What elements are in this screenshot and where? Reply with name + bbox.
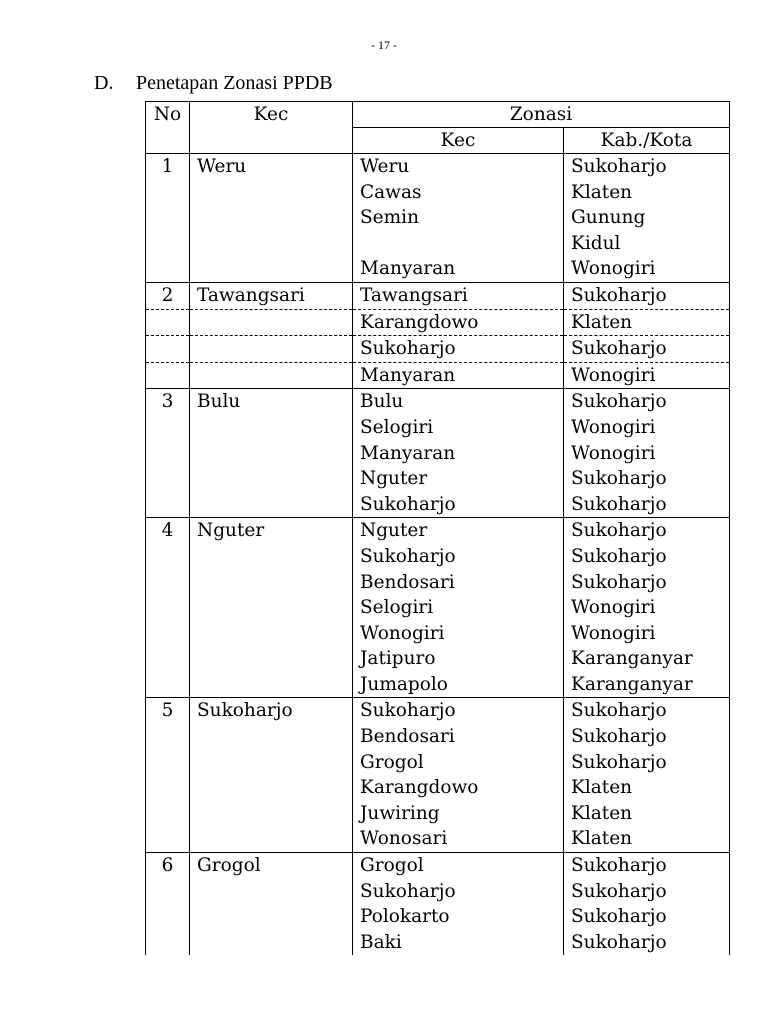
zone-kec: Karangdowo [353,309,564,336]
row-number [146,904,190,930]
table-row [146,879,730,905]
table-row [146,698,730,724]
zone-kab: Kidul [564,231,730,257]
zone-kab: Sukoharjo [564,544,730,570]
zone-group [146,518,730,698]
zone-kab: Klaten [564,801,730,827]
zone-kec: Jatipuro [353,646,564,672]
row-number [146,309,190,336]
origin-kec [190,904,353,930]
table-row [146,492,730,518]
section-heading [94,72,333,95]
row-number [146,672,190,698]
table-row [146,336,730,363]
zone-kab: Klaten [564,826,730,852]
zone-kec: Nguter [353,466,564,492]
table-row [146,724,730,750]
table-row [146,775,730,801]
row-number [146,646,190,672]
zone-kab: Sukoharjo [564,518,730,544]
table-row [146,362,730,389]
header-kec: Kec [190,102,353,154]
zone-kab: Sukoharjo [564,570,730,596]
origin-kec [190,595,353,621]
row-number [146,415,190,441]
zone-kec: Bendosari [353,570,564,596]
zonasi-table [145,101,730,955]
origin-kec: Sukoharjo [190,698,353,724]
table-row [146,231,730,257]
zone-kec: Selogiri [353,595,564,621]
zone-kab: Karanganyar [564,672,730,698]
row-number [146,180,190,206]
zone-kec: Sukoharjo [353,879,564,905]
table-row [146,853,730,879]
row-number [146,879,190,905]
section-letter: D. [94,72,114,94]
origin-kec [190,775,353,801]
row-number [146,544,190,570]
table-row [146,801,730,827]
zone-kab: Sukoharjo [564,466,730,492]
zone-kec: Bulu [353,389,564,415]
table-row [146,466,730,492]
table-row [146,595,730,621]
header-zonasi: Zonasi [353,102,730,128]
origin-kec [190,466,353,492]
zone-kab: Klaten [564,775,730,801]
origin-kec: Grogol [190,853,353,879]
zone-kab: Sukoharjo [564,750,730,776]
origin-kec [190,256,353,282]
table-row [146,518,730,544]
table-row [146,621,730,647]
row-number [146,336,190,363]
table-row [146,309,730,336]
row-number: 1 [146,154,190,180]
table-row [146,904,730,930]
origin-kec [190,492,353,518]
row-number [146,621,190,647]
zone-group [146,282,730,388]
zone-kec: Manyaran [353,256,564,282]
row-number [146,205,190,231]
table-row [146,180,730,206]
origin-kec [190,930,353,956]
zone-kec: Baki [353,930,564,956]
row-number [146,231,190,257]
header-zonasi-kec: Kec [353,128,564,154]
row-number: 2 [146,282,190,309]
origin-kec [190,826,353,852]
row-number [146,775,190,801]
table-row [146,672,730,698]
header-zonasi-kab: Kab./Kota [564,128,730,154]
zone-kab: Wonogiri [564,256,730,282]
table-row [146,441,730,467]
table-header [146,102,730,154]
table-row [146,826,730,852]
origin-kec [190,336,353,363]
table-row [146,646,730,672]
header-row-top [146,102,730,128]
row-number [146,441,190,467]
row-number [146,492,190,518]
zone-group [146,853,730,956]
origin-kec [190,309,353,336]
zone-kec: Semin [353,205,564,231]
zone-kec: Grogol [353,853,564,879]
origin-kec [190,801,353,827]
row-number [146,750,190,776]
table-row [146,930,730,956]
zone-kec: Manyaran [353,362,564,389]
row-number [146,826,190,852]
zone-kec: Sukoharjo [353,544,564,570]
origin-kec: Nguter [190,518,353,544]
zone-kab: Sukoharjo [564,336,730,363]
zone-kab: Wonogiri [564,415,730,441]
zone-kab: Gunung [564,205,730,231]
section-title: Penetapan Zonasi PPDB [136,72,333,94]
row-number [146,256,190,282]
origin-kec [190,415,353,441]
zone-kec: Tawangsari [353,282,564,309]
zone-kec: Nguter [353,518,564,544]
zone-kab: Sukoharjo [564,724,730,750]
table-row [146,205,730,231]
table-row [146,282,730,309]
origin-kec [190,231,353,257]
zone-kec: Jumapolo [353,672,564,698]
zone-kec: Manyaran [353,441,564,467]
zone-kec: Bendosari [353,724,564,750]
origin-kec [190,362,353,389]
zone-kab: Sukoharjo [564,154,730,180]
zone-kec: Sukoharjo [353,492,564,518]
zone-group [146,389,730,518]
table-row [146,154,730,180]
zone-group [146,154,730,283]
zone-kec: Polokarto [353,904,564,930]
page-number: - 17 - [371,38,397,52]
origin-kec: Weru [190,154,353,180]
table-row [146,389,730,415]
zone-kec: Grogol [353,750,564,776]
row-number [146,362,190,389]
table-row [146,256,730,282]
zone-kab: Wonogiri [564,595,730,621]
origin-kec [190,180,353,206]
header-no: No [146,102,190,154]
zone-kec: Wonosari [353,826,564,852]
zone-kec: Weru [353,154,564,180]
origin-kec [190,646,353,672]
zone-kec [353,231,564,257]
table-row [146,750,730,776]
zone-kab: Sukoharjo [564,698,730,724]
origin-kec: Bulu [190,389,353,415]
origin-kec [190,879,353,905]
row-number [146,930,190,956]
zone-group [146,698,730,853]
zone-kec: Sukoharjo [353,698,564,724]
origin-kec [190,205,353,231]
origin-kec [190,441,353,467]
row-number [146,570,190,596]
zone-kab: Sukoharjo [564,853,730,879]
zone-kab: Sukoharjo [564,492,730,518]
zone-kab: Klaten [564,309,730,336]
row-number: 6 [146,853,190,879]
table-row [146,415,730,441]
origin-kec [190,621,353,647]
origin-kec [190,544,353,570]
row-number [146,466,190,492]
row-number [146,724,190,750]
table-row [146,570,730,596]
origin-kec [190,672,353,698]
origin-kec [190,570,353,596]
zone-kab: Sukoharjo [564,879,730,905]
zone-kec: Juwiring [353,801,564,827]
zone-kec: Selogiri [353,415,564,441]
zone-kab: Sukoharjo [564,282,730,309]
row-number [146,595,190,621]
zone-kab: Sukoharjo [564,904,730,930]
zone-kab: Wonogiri [564,441,730,467]
zone-kec: Cawas [353,180,564,206]
row-number: 4 [146,518,190,544]
zone-kab: Sukoharjo [564,389,730,415]
origin-kec: Tawangsari [190,282,353,309]
zone-kab: Klaten [564,180,730,206]
zone-kab: Wonogiri [564,362,730,389]
row-number: 5 [146,698,190,724]
row-number [146,801,190,827]
origin-kec [190,724,353,750]
zone-kec: Karangdowo [353,775,564,801]
row-number: 3 [146,389,190,415]
zone-kab: Sukoharjo [564,930,730,956]
table-row [146,544,730,570]
zone-kab: Karanganyar [564,646,730,672]
zone-kab: Wonogiri [564,621,730,647]
zone-kec: Wonogiri [353,621,564,647]
origin-kec [190,750,353,776]
zone-kec: Sukoharjo [353,336,564,363]
